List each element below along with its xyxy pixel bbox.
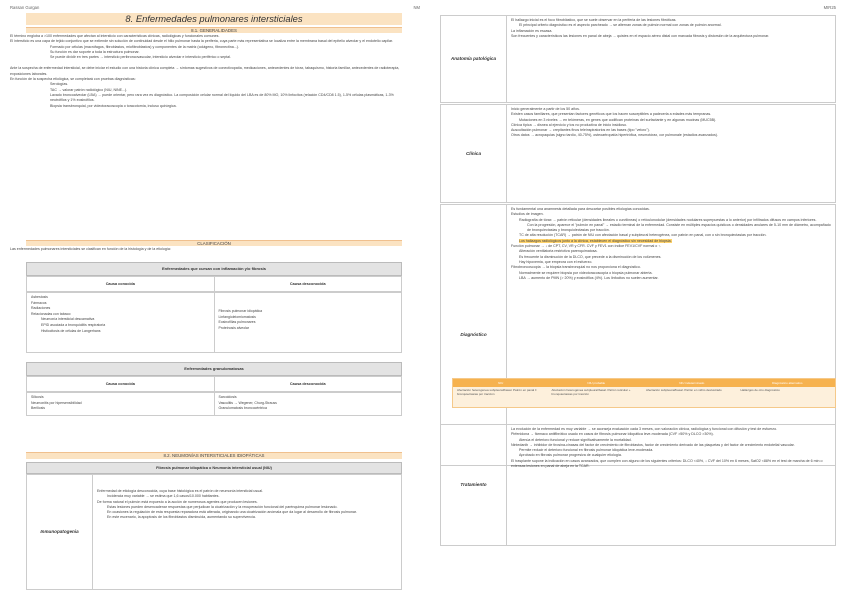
gen-line: En función de la sospecha etiológica, se completará con pruebas diagnósticas: xyxy=(10,77,136,82)
row-line: Nintedanib → inhibidor de tirosina-cinasas del factor de crecimiento de fibroblastos, factor de crecimiento derivado de las plaquetas y del factor de crecimiento endotelial vascular. xyxy=(511,442,795,447)
row-label: Clínica xyxy=(441,105,507,202)
gen-bullet: Serologías. xyxy=(50,82,69,87)
row-line: Es frecuente la disminución de la DLCO, que precede a la disminución de los volúmenes. xyxy=(519,254,662,259)
col-causa-conocida: Causa conocida xyxy=(105,382,135,386)
section-clasificacion: CLASIFICACIÓN xyxy=(26,240,402,246)
list-item: Asbestosis xyxy=(31,295,48,299)
row-line: LBA → aumento de PMN (> 20%) y eosinófilos (4%). Los linfocitos no suelen aumentar. xyxy=(519,275,659,280)
table2-header: Enfermedades granulomatosas xyxy=(26,362,402,376)
clasificacion-intro: Las enfermedades pulmonares intersticiales se clasifican en función de la histología y de la etiología: xyxy=(10,247,171,251)
fpi-label: Inmunopatogenia xyxy=(27,475,93,589)
niu-pattern-table xyxy=(452,378,836,408)
col-causa-desconocida: Causa desconocida xyxy=(214,277,402,291)
gen-line: El término engloba a >100 enfermedades que afectan al intersticio con características clínicas, radiológicas y funcionales comunes. xyxy=(10,34,220,38)
fpi-header: Fibrosis pulmonar idiopática o Neumonía intersticial usual (NIU) xyxy=(26,462,402,474)
fpi-line: En este escenario, la apoptosis de los fibroblastos disminuida, aumentando su supervivencia. xyxy=(107,515,256,520)
gen-bullet: Su función es dar soporte a toda la estructura pulmonar. xyxy=(50,49,140,54)
table1-cols xyxy=(26,276,402,292)
list-item: EPID asociada a bronquiolitis respiratoria xyxy=(41,322,106,327)
row-label: Diagnóstico xyxy=(441,205,507,465)
gen-bullet: TAC → valorar patrón radiológico (NIU, NINE...). xyxy=(50,87,128,92)
niu-head: NIU probable xyxy=(587,381,606,385)
row-anatomia xyxy=(440,15,836,103)
row-line: Otros datos → acropaquias (signo tardío, 40-75%), osteoartropatía hipertrófica, neumotórax, cor pulmonale (estadios avanzados). xyxy=(511,133,718,138)
section-generalidades: 8.1. GENERALIDADES xyxy=(26,27,402,33)
row-line: Clínica típica → disnea al ejercicio y tos no productiva de inicio insidioso. xyxy=(511,122,628,127)
list-item: Granulomatosis broncocéntrica xyxy=(218,406,267,411)
row-line: Permite reducir el deterioro funcional en fibrosis pulmonar idiopática leve-moderada. xyxy=(519,448,654,453)
row-line: Mutaciones en 3 niveles → en telómeras, en genes que codifican proteínas del surfactante y en algunas mucinas (MUC5B). xyxy=(519,117,717,122)
fpi-line: Incidencia muy variable → se estima que 1,6 casos/10.000 habitantes. xyxy=(107,494,220,499)
list-item: Eosinofilias pulmonares xyxy=(218,320,256,325)
gen-bullet: Biopsia transbronquial, por videotoracoscopia o toracotomía, incluso quirúrgica. xyxy=(50,103,177,108)
list-item: Vasculitis → Wegener, Churg-Strauss xyxy=(218,400,277,405)
niu-pattern-header xyxy=(453,379,835,387)
table1-header: Enfermedades que cursan con inflamación y/o fibrosis xyxy=(26,262,402,276)
list-item: Neumonía intersticial descamativa xyxy=(41,317,95,322)
runhead-center: NM xyxy=(413,5,420,10)
col-causa-desconocida: Causa desconocida xyxy=(214,377,402,391)
list-item: Radiaciones xyxy=(31,306,51,311)
table2-body xyxy=(26,392,402,416)
niu-cell: Hallazgos de otro diagnóstico xyxy=(740,388,780,392)
row-line: Alteración ventilatoria restrictiva parenquimatosa. xyxy=(519,249,598,254)
row-line: Son frecuentes y característicos las lesiones en panal de abeja → quistes en el espacio aéreo distal con marcada fibrosis y distorsión de la arquitectura pulmonar. xyxy=(511,33,770,38)
fpi-line: En ocasiones la regulación de esta respuesta reparadora está alterada, originando una cicatrización anómala que da lugar al desarrollo de fibrosis pulmonar. xyxy=(107,510,357,515)
row-line: El principal criterio diagnóstico es el aspecto parcheado → se alternan zonas de pulmón normal con zonas de pulmón anormal. xyxy=(519,23,722,28)
table2-cols xyxy=(26,376,402,392)
row-line: Pirfenidona → fármaco antifibrótico usado en casos de fibrosis pulmonar idiopática leve-moderada (CVF >50% y DLCO >30%). xyxy=(511,432,714,437)
row-line: Estudios de imagen. xyxy=(511,212,544,217)
row-line: El trasplante supone la indicación en casos avanzados, que cumplen con alguno de los siguientes criterios: DLCO <40%, ↓ CVF del 10% en 6 meses, SatO2 <88% en el test de marcha de 6 min o extensas lesiones en panal de abeja en la TCAR. xyxy=(511,458,823,469)
list-item: Silicosis xyxy=(31,395,44,399)
niu-head: Diagnóstico alternativo xyxy=(772,381,803,385)
row-line: Aprobado en fibrosis pulmonar progresiva de cualquier etiología. xyxy=(519,453,622,458)
niu-pattern-row xyxy=(453,387,835,397)
row-label: Anatomía patológica xyxy=(441,16,507,102)
gen-line: El intersticio es una capa de tejido conjuntivo que se extiende sin solución de continuidad desde el hilio pulmonar hasta la periferia, cuya parte más representativa se localiza entre la membrana basal del epitelio alveolar y el endotelio capilar. xyxy=(10,39,393,44)
row-line: La inflamación es escasa. xyxy=(511,28,553,33)
row-label: Tratamiento xyxy=(441,425,507,545)
row-line: Es fundamental una anamnesis detallada para descartar posibles etiologías conocidas. xyxy=(511,207,650,211)
list-item: Histiocitosis de células de Langerhans xyxy=(41,328,101,333)
row-line: Fibrobroncoscopia → la biopsia transbronquial no nos proporciona el diagnóstico. xyxy=(511,265,641,270)
fpi-line: Enfermedad de etiología desconocida, cuya base histológica es el patrón de neumonía intersticial usual. xyxy=(97,489,264,493)
row-line: La evolución de la enfermedad es muy variable → se aconseja evaluación cada 3 meses, con valoración clínica, radiológica y funcional con difusión y test de esfuerzo. xyxy=(511,427,778,431)
list-item: Linfangioleiomiomatosis xyxy=(218,314,256,319)
row-line: Con la progresión, aparece el "pulmón en panal" → estadio terminal de la enfermedad. Consiste en múltiples espacios quísticos o densidades anulares de 5-10 mm de diámetro, acompañado de bronquiectasias y bronquiolectasias por tracción. xyxy=(527,222,831,233)
niu-cell: Afectación heterogénea subpleural/basal. Patrón reticular + bronquiectasias por tracción xyxy=(551,388,631,396)
row-line: Auscultación pulmonar → crepitantes finos teleinspiratorios en las bases (tipo "velcro"). xyxy=(511,128,650,133)
niu-cell: Afectación subpleural/basal. Patrón en vidrio deslustrado xyxy=(646,388,722,392)
fpi-line: De forma natural el pulmón está expuesto a la acción de numerosos agentes que producen lesiones. xyxy=(97,499,258,504)
fpi-line: Estas lesiones pueden desencadenar respuestas que perjudican la cicatrización y la recuperación funcional del parénquima pulmonar lesionado. xyxy=(107,504,338,509)
list-item: Relacionadas con tabaco: xyxy=(31,311,72,316)
row-tratamiento xyxy=(440,424,836,546)
row-line: Radiografía de tórax → patrón reticular (densidades lineales o curvilíneas) o retículonodular (densidades nodulares superpuestas a lo anterior) por infiltrados difusos en campos inferiores. xyxy=(519,217,817,222)
row-line: Hay hipoxemia, que empeora con el esfuerzo. xyxy=(519,259,593,264)
row-line: Inicio generalmente a partir de los 50 años. xyxy=(511,107,580,111)
section-nii: 8.2. NEUMONÍAS INTERSTICIALES IDIOPÁTICAS xyxy=(26,452,402,459)
row-line: Función pulmonar → ↓ de CPT, CV, VR y CFR. CVF y FEV1 con índice FEV1/CVF normal o ↑. xyxy=(511,244,662,249)
gen-bullet: Formado por células (macrófagos, fibroblastos, miofibroblastos) y componentes de la matriz (colágeno, fibronectina...). xyxy=(50,44,239,49)
niu-cell: Afectación heterogénea subpleural/basal. Patrón en panal ± bronquiectasias por tracción xyxy=(457,388,537,396)
row-line: Atenúa el deterioro funcional y reduce significativamente la mortalidad. xyxy=(519,437,632,442)
list-item: Neumonitis por hipersensibilidad xyxy=(31,400,82,405)
row-line: Normalmente se requiere biopsia por videotoracoscopia o biopsia pulmonar abierta. xyxy=(519,270,653,275)
niu-head: NIU indeterminado xyxy=(679,381,705,385)
runhead-left: Rassan Gurgan xyxy=(10,5,40,10)
generalidades-text xyxy=(10,34,406,109)
col-causa-conocida: Causa conocida xyxy=(105,282,135,286)
list-item: Proteinosis alveolar xyxy=(218,325,250,330)
niu-head: NIU xyxy=(498,381,504,385)
row-clinica xyxy=(440,104,836,203)
row-line: Existen casos familiares, que presentan factores genéticos que los hacen susceptibles a padecerla a edades más tempranas. xyxy=(511,112,712,117)
row-line: TC de alta resolución (TCAR) → patrón de NIU con afectación basal y subpleural heterogénea, con patrón en panal, con o sin bronquiectasias por tracción. xyxy=(519,233,767,238)
list-item: Fármacos xyxy=(31,300,47,305)
list-item: Beriliosis xyxy=(31,406,46,411)
list-item: Sarcoidosis xyxy=(218,395,237,399)
highlight-diagnostico: Los hallazgos radiológicos junto a la clínica, establecen el diagnóstico sin necesidad de biopsia. xyxy=(519,238,672,243)
gen-line: Ante la sospecha de enfermedad intersticial, se debe iniciar el estudio con una historia clínica completa → síntomas sugestivos de conectivopatía, medicaciones, antecedentes de tórax, tabaquismo, historia familiar, antecedentes de radioterapia, exposiciones laborales. xyxy=(10,66,400,76)
chapter-title: 8. Enfermedades pulmonares intersticiales xyxy=(26,13,402,25)
table1-body xyxy=(26,292,402,353)
gen-bullet: Lavado broncoalveolar (LBA) → puede orientar, pero rara vez es diagnóstico. La composición celular normal del líquido del LBA es de 80% MO, 10% linfocitos (relación CD4/CD8 1.5), 1-5% células plasmáticas, 1-3% neutrófilos y 1% eosinófilos. xyxy=(50,92,394,103)
fpi-table xyxy=(26,474,402,590)
list-item: Fibrosis pulmonar idiopática xyxy=(218,309,263,313)
gen-bullet: Se puede dividir en tres partes → intersticio peribroncovascular, intersticio alveolar e intersticio periférico o septal. xyxy=(50,55,231,60)
row-line: El hallazgo inicial es el foco fibroblástico, que se suele observar en la periferia de las lesiones fibróticas. xyxy=(511,18,677,22)
runhead-right: MIR25 xyxy=(823,5,836,10)
